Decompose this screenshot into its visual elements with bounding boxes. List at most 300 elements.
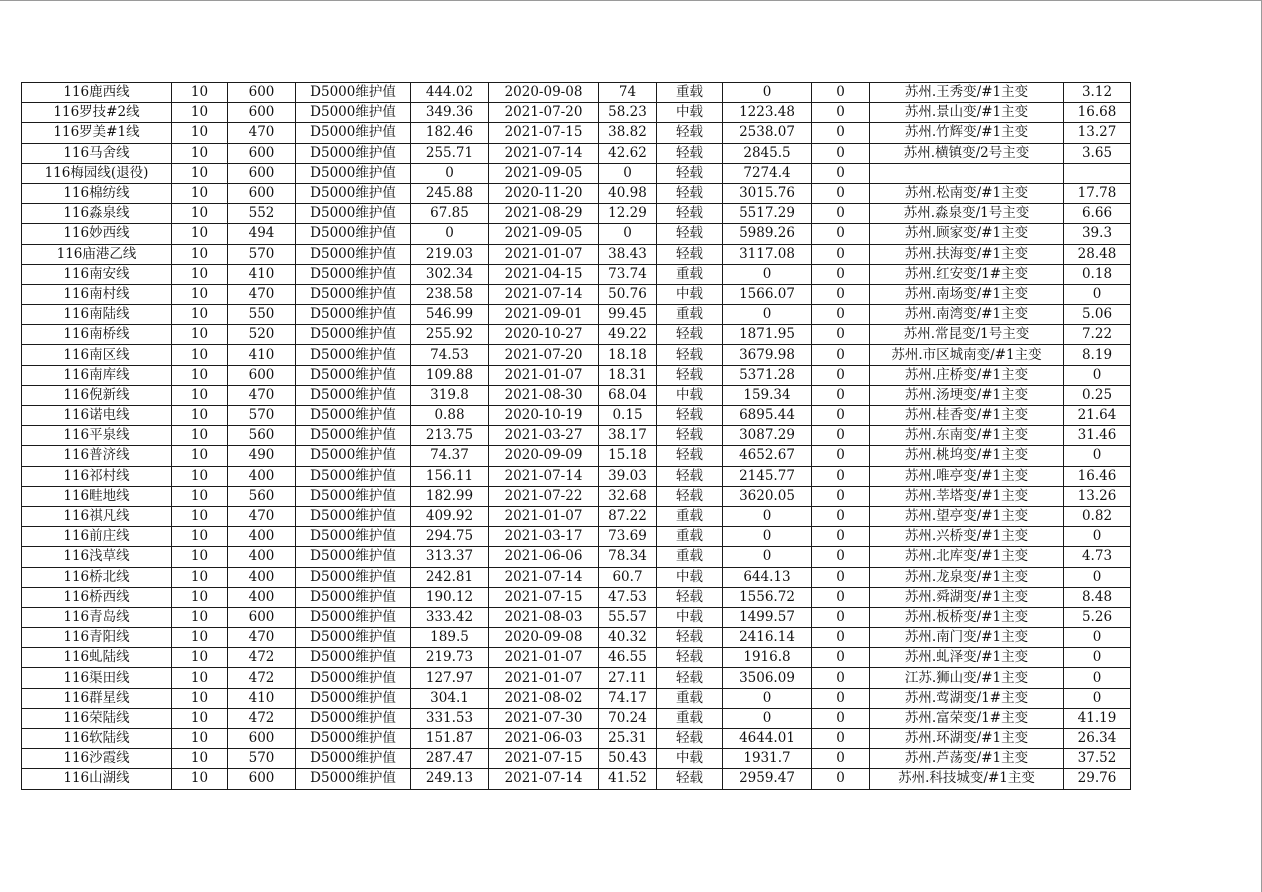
rated-current-cell[interactable]: 600 [228, 183, 296, 203]
source-cell[interactable]: D5000维护值 [296, 163, 411, 183]
date-cell[interactable]: 2021-01-07 [489, 668, 599, 688]
load-level-cell[interactable]: 重载 [657, 264, 723, 284]
margin-cell[interactable]: 0 [723, 305, 812, 325]
current-cell[interactable]: 109.88 [411, 365, 489, 385]
rated-current-cell[interactable]: 470 [228, 385, 296, 405]
line-name-cell[interactable]: 116棉纺线 [22, 183, 172, 203]
line-name-cell[interactable]: 116妙西线 [22, 224, 172, 244]
zero-cell[interactable]: 0 [812, 446, 870, 466]
date-cell[interactable]: 2021-03-27 [489, 426, 599, 446]
load-rate-cell[interactable]: 78.34 [599, 547, 657, 567]
value-cell[interactable]: 7.22 [1064, 325, 1131, 345]
rated-current-cell[interactable]: 600 [228, 163, 296, 183]
voltage-cell[interactable]: 10 [172, 143, 228, 163]
margin-cell[interactable]: 2845.5 [723, 143, 812, 163]
load-rate-cell[interactable]: 50.76 [599, 284, 657, 304]
load-level-cell[interactable]: 中载 [657, 385, 723, 405]
date-cell[interactable]: 2021-01-07 [489, 244, 599, 264]
source-cell[interactable]: D5000维护值 [296, 547, 411, 567]
transformer-cell[interactable]: 苏州.王秀变/#1主变 [870, 83, 1064, 103]
transformer-cell[interactable]: 苏州.北库变/#1主变 [870, 547, 1064, 567]
load-rate-cell[interactable]: 0 [599, 224, 657, 244]
load-level-cell[interactable]: 中载 [657, 749, 723, 769]
transformer-cell[interactable]: 苏州.南门变/#1主变 [870, 628, 1064, 648]
line-name-cell[interactable]: 116荣陆线 [22, 708, 172, 728]
line-name-cell[interactable]: 116青岛线 [22, 607, 172, 627]
load-level-cell[interactable]: 重载 [657, 708, 723, 728]
margin-cell[interactable]: 3506.09 [723, 668, 812, 688]
current-cell[interactable]: 333.42 [411, 607, 489, 627]
load-rate-cell[interactable]: 0 [599, 163, 657, 183]
table-row[interactable] [22, 769, 1131, 789]
load-level-cell[interactable]: 轻载 [657, 204, 723, 224]
zero-cell[interactable]: 0 [812, 284, 870, 304]
transformer-cell[interactable]: 苏州.龙泉变/#1主变 [870, 567, 1064, 587]
load-level-cell[interactable]: 中载 [657, 567, 723, 587]
line-name-cell[interactable]: 116桥西线 [22, 587, 172, 607]
date-cell[interactable]: 2020-09-09 [489, 446, 599, 466]
source-cell[interactable]: D5000维护值 [296, 426, 411, 446]
transformer-cell[interactable]: 苏州.市区城南变/#1主变 [870, 345, 1064, 365]
current-cell[interactable]: 242.81 [411, 567, 489, 587]
source-cell[interactable]: D5000维护值 [296, 607, 411, 627]
current-cell[interactable]: 255.92 [411, 325, 489, 345]
value-cell[interactable]: 3.12 [1064, 83, 1131, 103]
voltage-cell[interactable]: 10 [172, 83, 228, 103]
line-name-cell[interactable]: 116普济线 [22, 446, 172, 466]
line-name-cell[interactable]: 116沙霞线 [22, 749, 172, 769]
margin-cell[interactable]: 644.13 [723, 567, 812, 587]
transformer-cell[interactable]: 苏州.唯亭变/#1主变 [870, 466, 1064, 486]
value-cell[interactable]: 31.46 [1064, 426, 1131, 446]
source-cell[interactable]: D5000维护值 [296, 284, 411, 304]
margin-cell[interactable]: 6895.44 [723, 406, 812, 426]
load-level-cell[interactable]: 重载 [657, 506, 723, 526]
date-cell[interactable]: 2021-09-05 [489, 224, 599, 244]
line-name-cell[interactable]: 116虬陆线 [22, 648, 172, 668]
source-cell[interactable]: D5000维护值 [296, 143, 411, 163]
current-cell[interactable]: 67.85 [411, 204, 489, 224]
voltage-cell[interactable]: 10 [172, 688, 228, 708]
rated-current-cell[interactable]: 570 [228, 406, 296, 426]
load-rate-cell[interactable]: 68.04 [599, 385, 657, 405]
rated-current-cell[interactable]: 490 [228, 446, 296, 466]
table-row[interactable] [22, 305, 1131, 325]
value-cell[interactable] [1064, 163, 1131, 183]
transformer-cell[interactable]: 苏州.板桥变/#1主变 [870, 607, 1064, 627]
table-row[interactable] [22, 426, 1131, 446]
load-level-cell[interactable]: 轻载 [657, 406, 723, 426]
line-name-cell[interactable]: 116淼泉线 [22, 204, 172, 224]
load-level-cell[interactable]: 轻载 [657, 446, 723, 466]
zero-cell[interactable]: 0 [812, 183, 870, 203]
voltage-cell[interactable]: 10 [172, 506, 228, 526]
table-row[interactable] [22, 123, 1131, 143]
load-rate-cell[interactable]: 40.98 [599, 183, 657, 203]
table-row[interactable] [22, 365, 1131, 385]
current-cell[interactable]: 444.02 [411, 83, 489, 103]
table-row[interactable] [22, 749, 1131, 769]
table-row[interactable] [22, 83, 1131, 103]
zero-cell[interactable]: 0 [812, 668, 870, 688]
margin-cell[interactable]: 5371.28 [723, 365, 812, 385]
source-cell[interactable]: D5000维护值 [296, 365, 411, 385]
date-cell[interactable]: 2021-03-17 [489, 527, 599, 547]
source-cell[interactable]: D5000维护值 [296, 385, 411, 405]
rated-current-cell[interactable]: 410 [228, 345, 296, 365]
transformer-cell[interactable]: 苏州.富荣变/1#主变 [870, 708, 1064, 728]
transformer-cell[interactable]: 苏州.竹辉变/#1主变 [870, 123, 1064, 143]
load-level-cell[interactable]: 重载 [657, 83, 723, 103]
voltage-cell[interactable]: 10 [172, 406, 228, 426]
current-cell[interactable]: 238.58 [411, 284, 489, 304]
value-cell[interactable]: 16.46 [1064, 466, 1131, 486]
date-cell[interactable]: 2021-07-15 [489, 587, 599, 607]
transformer-cell[interactable]: 苏州.兴桥变/#1主变 [870, 527, 1064, 547]
line-name-cell[interactable]: 116梅园线(退役) [22, 163, 172, 183]
date-cell[interactable]: 2021-01-07 [489, 506, 599, 526]
value-cell[interactable]: 0 [1064, 688, 1131, 708]
current-cell[interactable]: 219.73 [411, 648, 489, 668]
voltage-cell[interactable]: 10 [172, 708, 228, 728]
zero-cell[interactable]: 0 [812, 729, 870, 749]
line-name-cell[interactable]: 116山湖线 [22, 769, 172, 789]
table-row[interactable] [22, 648, 1131, 668]
transformer-cell[interactable]: 苏州.芦荡变/#1主变 [870, 749, 1064, 769]
load-level-cell[interactable]: 轻载 [657, 183, 723, 203]
table-row[interactable] [22, 103, 1131, 123]
value-cell[interactable]: 0 [1064, 648, 1131, 668]
transformer-cell[interactable]: 苏州.南场变/#1主变 [870, 284, 1064, 304]
value-cell[interactable]: 0.82 [1064, 506, 1131, 526]
load-level-cell[interactable]: 轻载 [657, 466, 723, 486]
zero-cell[interactable]: 0 [812, 567, 870, 587]
rated-current-cell[interactable]: 470 [228, 506, 296, 526]
rated-current-cell[interactable]: 470 [228, 123, 296, 143]
source-cell[interactable]: D5000维护值 [296, 406, 411, 426]
margin-cell[interactable]: 0 [723, 547, 812, 567]
table-row[interactable] [22, 143, 1131, 163]
value-cell[interactable]: 0 [1064, 365, 1131, 385]
transformer-cell[interactable]: 苏州.南湾变/#1主变 [870, 305, 1064, 325]
margin-cell[interactable]: 2538.07 [723, 123, 812, 143]
date-cell[interactable]: 2021-07-14 [489, 143, 599, 163]
value-cell[interactable]: 0 [1064, 446, 1131, 466]
margin-cell[interactable]: 0 [723, 527, 812, 547]
rated-current-cell[interactable]: 410 [228, 688, 296, 708]
source-cell[interactable]: D5000维护值 [296, 183, 411, 203]
current-cell[interactable]: 127.97 [411, 668, 489, 688]
current-cell[interactable]: 189.5 [411, 628, 489, 648]
voltage-cell[interactable]: 10 [172, 264, 228, 284]
date-cell[interactable]: 2020-09-08 [489, 628, 599, 648]
table-row[interactable] [22, 527, 1131, 547]
load-level-cell[interactable]: 重载 [657, 688, 723, 708]
current-cell[interactable]: 304.1 [411, 688, 489, 708]
date-cell[interactable]: 2021-09-01 [489, 305, 599, 325]
date-cell[interactable]: 2021-04-15 [489, 264, 599, 284]
current-cell[interactable]: 151.87 [411, 729, 489, 749]
source-cell[interactable]: D5000维护值 [296, 224, 411, 244]
load-level-cell[interactable]: 中载 [657, 103, 723, 123]
current-cell[interactable]: 0 [411, 224, 489, 244]
load-rate-cell[interactable]: 38.82 [599, 123, 657, 143]
transformer-cell[interactable]: 苏州.扶海变/#1主变 [870, 244, 1064, 264]
load-rate-cell[interactable]: 58.23 [599, 103, 657, 123]
line-name-cell[interactable]: 116祺凡线 [22, 506, 172, 526]
load-rate-cell[interactable]: 18.18 [599, 345, 657, 365]
transformer-cell[interactable]: 苏州.淼泉变/1号主变 [870, 204, 1064, 224]
line-name-cell[interactable]: 116群星线 [22, 688, 172, 708]
rated-current-cell[interactable]: 494 [228, 224, 296, 244]
zero-cell[interactable]: 0 [812, 406, 870, 426]
date-cell[interactable]: 2021-01-07 [489, 365, 599, 385]
zero-cell[interactable]: 0 [812, 769, 870, 789]
zero-cell[interactable]: 0 [812, 749, 870, 769]
zero-cell[interactable]: 0 [812, 264, 870, 284]
line-name-cell[interactable]: 116前庄线 [22, 527, 172, 547]
date-cell[interactable]: 2021-08-29 [489, 204, 599, 224]
line-name-cell[interactable]: 116倪新线 [22, 385, 172, 405]
rated-current-cell[interactable]: 400 [228, 547, 296, 567]
zero-cell[interactable]: 0 [812, 466, 870, 486]
table-row[interactable] [22, 486, 1131, 506]
table-row[interactable] [22, 668, 1131, 688]
date-cell[interactable]: 2021-08-02 [489, 688, 599, 708]
margin-cell[interactable]: 0 [723, 688, 812, 708]
zero-cell[interactable]: 0 [812, 385, 870, 405]
transformer-cell[interactable]: 苏州.东南变/#1主变 [870, 426, 1064, 446]
current-cell[interactable]: 156.11 [411, 466, 489, 486]
value-cell[interactable]: 41.19 [1064, 708, 1131, 728]
source-cell[interactable]: D5000维护值 [296, 527, 411, 547]
margin-cell[interactable]: 3117.08 [723, 244, 812, 264]
value-cell[interactable]: 13.27 [1064, 123, 1131, 143]
load-rate-cell[interactable]: 74 [599, 83, 657, 103]
table-row[interactable] [22, 708, 1131, 728]
source-cell[interactable]: D5000维护值 [296, 769, 411, 789]
voltage-cell[interactable]: 10 [172, 486, 228, 506]
table-row[interactable] [22, 587, 1131, 607]
transformer-cell[interactable]: 苏州.庄桥变/#1主变 [870, 365, 1064, 385]
load-rate-cell[interactable]: 50.43 [599, 749, 657, 769]
table-row[interactable] [22, 567, 1131, 587]
table-row[interactable] [22, 406, 1131, 426]
date-cell[interactable]: 2021-07-14 [489, 466, 599, 486]
table-row[interactable] [22, 264, 1131, 284]
margin-cell[interactable]: 0 [723, 264, 812, 284]
voltage-cell[interactable]: 10 [172, 385, 228, 405]
rated-current-cell[interactable]: 600 [228, 143, 296, 163]
value-cell[interactable]: 13.26 [1064, 486, 1131, 506]
zero-cell[interactable]: 0 [812, 587, 870, 607]
table-row[interactable] [22, 446, 1131, 466]
current-cell[interactable]: 245.88 [411, 183, 489, 203]
margin-cell[interactable]: 2145.77 [723, 466, 812, 486]
date-cell[interactable]: 2021-01-07 [489, 648, 599, 668]
voltage-cell[interactable]: 10 [172, 325, 228, 345]
voltage-cell[interactable]: 10 [172, 305, 228, 325]
line-name-cell[interactable]: 116南安线 [22, 264, 172, 284]
table-row[interactable] [22, 547, 1131, 567]
value-cell[interactable]: 8.48 [1064, 587, 1131, 607]
margin-cell[interactable]: 2416.14 [723, 628, 812, 648]
load-rate-cell[interactable]: 70.24 [599, 708, 657, 728]
voltage-cell[interactable]: 10 [172, 426, 228, 446]
load-rate-cell[interactable]: 55.57 [599, 607, 657, 627]
load-level-cell[interactable]: 轻载 [657, 486, 723, 506]
source-cell[interactable]: D5000维护值 [296, 729, 411, 749]
source-cell[interactable]: D5000维护值 [296, 204, 411, 224]
source-cell[interactable]: D5000维护值 [296, 708, 411, 728]
margin-cell[interactable]: 3087.29 [723, 426, 812, 446]
transformer-cell[interactable]: 苏州.虬泽变/#1主变 [870, 648, 1064, 668]
margin-cell[interactable]: 1499.57 [723, 607, 812, 627]
load-level-cell[interactable]: 轻载 [657, 648, 723, 668]
zero-cell[interactable]: 0 [812, 628, 870, 648]
line-name-cell[interactable]: 116庙港乙线 [22, 244, 172, 264]
table-row[interactable] [22, 385, 1131, 405]
zero-cell[interactable]: 0 [812, 204, 870, 224]
margin-cell[interactable]: 1916.8 [723, 648, 812, 668]
line-name-cell[interactable]: 116罗技#2线 [22, 103, 172, 123]
table-row[interactable] [22, 466, 1131, 486]
value-cell[interactable]: 26.34 [1064, 729, 1131, 749]
margin-cell[interactable]: 1931.7 [723, 749, 812, 769]
value-cell[interactable]: 17.78 [1064, 183, 1131, 203]
margin-cell[interactable]: 1556.72 [723, 587, 812, 607]
load-rate-cell[interactable]: 25.31 [599, 729, 657, 749]
rated-current-cell[interactable]: 560 [228, 426, 296, 446]
load-rate-cell[interactable]: 38.43 [599, 244, 657, 264]
transformer-cell[interactable]: 江苏.狮山变/#1主变 [870, 668, 1064, 688]
line-name-cell[interactable]: 116南陆线 [22, 305, 172, 325]
date-cell[interactable]: 2021-06-06 [489, 547, 599, 567]
value-cell[interactable]: 5.26 [1064, 607, 1131, 627]
table-row[interactable] [22, 204, 1131, 224]
zero-cell[interactable]: 0 [812, 426, 870, 446]
transformer-cell[interactable]: 苏州.环湖变/#1主变 [870, 729, 1064, 749]
zero-cell[interactable]: 0 [812, 648, 870, 668]
load-rate-cell[interactable]: 41.52 [599, 769, 657, 789]
load-level-cell[interactable]: 轻载 [657, 587, 723, 607]
zero-cell[interactable]: 0 [812, 123, 870, 143]
line-name-cell[interactable]: 116南区线 [22, 345, 172, 365]
load-level-cell[interactable]: 轻载 [657, 769, 723, 789]
rated-current-cell[interactable]: 400 [228, 466, 296, 486]
date-cell[interactable]: 2021-07-15 [489, 749, 599, 769]
voltage-cell[interactable]: 10 [172, 365, 228, 385]
date-cell[interactable]: 2020-09-08 [489, 83, 599, 103]
source-cell[interactable]: D5000维护值 [296, 325, 411, 345]
voltage-cell[interactable]: 10 [172, 466, 228, 486]
load-level-cell[interactable]: 轻载 [657, 345, 723, 365]
current-cell[interactable]: 287.47 [411, 749, 489, 769]
line-name-cell[interactable]: 116畦地线 [22, 486, 172, 506]
zero-cell[interactable]: 0 [812, 103, 870, 123]
transformer-cell[interactable]: 苏州.红安变/1#主变 [870, 264, 1064, 284]
current-cell[interactable]: 213.75 [411, 426, 489, 446]
value-cell[interactable]: 0.25 [1064, 385, 1131, 405]
current-cell[interactable]: 255.71 [411, 143, 489, 163]
value-cell[interactable]: 21.64 [1064, 406, 1131, 426]
voltage-cell[interactable]: 10 [172, 244, 228, 264]
line-name-cell[interactable]: 116南村线 [22, 284, 172, 304]
margin-cell[interactable]: 0 [723, 83, 812, 103]
rated-current-cell[interactable]: 600 [228, 769, 296, 789]
current-cell[interactable]: 219.03 [411, 244, 489, 264]
transformer-cell[interactable]: 苏州.松南变/#1主变 [870, 183, 1064, 203]
transformer-cell[interactable] [870, 163, 1064, 183]
source-cell[interactable]: D5000维护值 [296, 587, 411, 607]
load-level-cell[interactable]: 轻载 [657, 668, 723, 688]
value-cell[interactable]: 5.06 [1064, 305, 1131, 325]
transformer-cell[interactable]: 苏州.顾家变/#1主变 [870, 224, 1064, 244]
line-name-cell[interactable]: 116马舍线 [22, 143, 172, 163]
transformer-cell[interactable]: 苏州.汤埂变/#1主变 [870, 385, 1064, 405]
rated-current-cell[interactable]: 560 [228, 486, 296, 506]
voltage-cell[interactable]: 10 [172, 183, 228, 203]
voltage-cell[interactable]: 10 [172, 345, 228, 365]
date-cell[interactable]: 2021-07-14 [489, 567, 599, 587]
line-name-cell[interactable]: 116桥北线 [22, 567, 172, 587]
current-cell[interactable]: 546.99 [411, 305, 489, 325]
source-cell[interactable]: D5000维护值 [296, 749, 411, 769]
load-level-cell[interactable]: 轻载 [657, 244, 723, 264]
zero-cell[interactable]: 0 [812, 163, 870, 183]
source-cell[interactable]: D5000维护值 [296, 668, 411, 688]
margin-cell[interactable]: 0 [723, 708, 812, 728]
table-row[interactable] [22, 729, 1131, 749]
zero-cell[interactable]: 0 [812, 506, 870, 526]
rated-current-cell[interactable]: 570 [228, 244, 296, 264]
load-level-cell[interactable]: 轻载 [657, 163, 723, 183]
voltage-cell[interactable]: 10 [172, 607, 228, 627]
voltage-cell[interactable]: 10 [172, 284, 228, 304]
margin-cell[interactable]: 7274.4 [723, 163, 812, 183]
line-name-cell[interactable]: 116平泉线 [22, 426, 172, 446]
value-cell[interactable]: 29.76 [1064, 769, 1131, 789]
source-cell[interactable]: D5000维护值 [296, 83, 411, 103]
date-cell[interactable]: 2021-07-30 [489, 708, 599, 728]
current-cell[interactable]: 349.36 [411, 103, 489, 123]
source-cell[interactable]: D5000维护值 [296, 648, 411, 668]
zero-cell[interactable]: 0 [812, 224, 870, 244]
rated-current-cell[interactable]: 520 [228, 325, 296, 345]
zero-cell[interactable]: 0 [812, 244, 870, 264]
date-cell[interactable]: 2021-06-03 [489, 729, 599, 749]
source-cell[interactable]: D5000维护值 [296, 688, 411, 708]
date-cell[interactable]: 2021-07-15 [489, 123, 599, 143]
zero-cell[interactable]: 0 [812, 365, 870, 385]
current-cell[interactable]: 182.99 [411, 486, 489, 506]
load-rate-cell[interactable]: 46.55 [599, 648, 657, 668]
source-cell[interactable]: D5000维护值 [296, 446, 411, 466]
load-rate-cell[interactable]: 32.68 [599, 486, 657, 506]
rated-current-cell[interactable]: 570 [228, 749, 296, 769]
zero-cell[interactable]: 0 [812, 325, 870, 345]
date-cell[interactable]: 2021-07-14 [489, 284, 599, 304]
margin-cell[interactable]: 2959.47 [723, 769, 812, 789]
voltage-cell[interactable]: 10 [172, 103, 228, 123]
load-rate-cell[interactable]: 73.69 [599, 527, 657, 547]
value-cell[interactable]: 0 [1064, 567, 1131, 587]
line-name-cell[interactable]: 116南桥线 [22, 325, 172, 345]
rated-current-cell[interactable]: 600 [228, 83, 296, 103]
line-name-cell[interactable]: 116软陆线 [22, 729, 172, 749]
rated-current-cell[interactable]: 470 [228, 284, 296, 304]
load-level-cell[interactable]: 轻载 [657, 325, 723, 345]
